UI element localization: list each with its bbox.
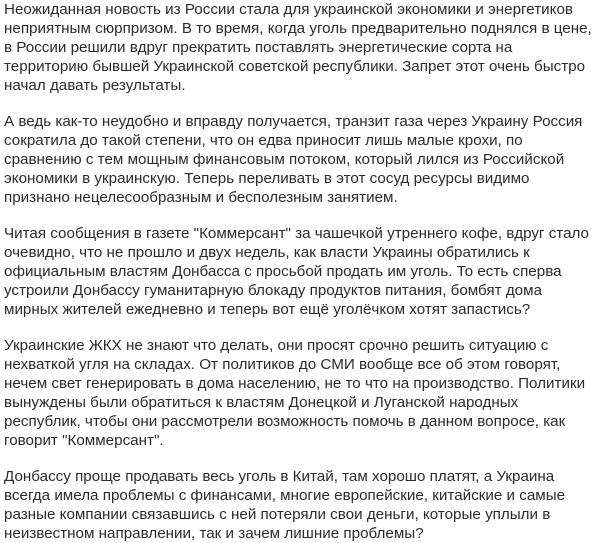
article-paragraph-4: Украинские ЖКХ не знают что делать, они просят срочно решить ситуацию с нехваткой угля на складах. От политиков до СМИ вообще все об этом говорят, нечем свет генерировать в дома населению, не то что на производство. Политики вынуждены были обратиться к властям Донецкой и Луганской народных республик, чтобы они рассмотрели возможность помочь в данном вопросе, как говорит "Коммерсант". bbox=[4, 337, 586, 449]
article-paragraph-2: А ведь как-то неудобно и вправду получается, транзит газа через Украину Россия сократила до такой степени, что он едва приносит лишь малые крохи, по сравнению с тем мощным финансовым потоком, который лился из Российской экономики в украинскую. Теперь переливать в этот сосуд ресурсы видимо признано нецелесообразным и бесполезным занятием. bbox=[4, 113, 583, 206]
article-paragraph-1: Неожиданная новость из России стала для украинской экономики и энергетиков неприятным сюрпризом. В то время, когда уголь предварительно поднялся в цене, в России решили вдруг прекратить поставлять энергетические сорта на территорию бывшей Украинской советской республики. Запрет этот очень быстро начал давать результаты. bbox=[4, 1, 592, 94]
article-body bbox=[4, 0, 596, 543]
article-paragraph-3: Читая сообщения в газете "Коммерсант" за чашечкой утреннего кофе, вдруг стало очевидно, что не прошло и двух недель, как власти Украины обратились к официальным властям Донбасса с просьбой продать им уголь. То есть сперва устроили Донбассу гуманитарную блокаду продуктов питания, бомбят дома мирных жителей ежедневно и теперь вот ещё уголёчком хотят запастись? bbox=[4, 225, 589, 318]
article-paragraph-5: Донбассу проще продавать весь уголь в Китай, там хорошо платят, а Украина всегда имела проблемы с финансами, многие европейские, китайские и самые разные компании связавшись с ней потеряли свои деньги, которые уплыли в неизвестном направлении, так и зачем лишние проблемы? bbox=[4, 468, 566, 542]
